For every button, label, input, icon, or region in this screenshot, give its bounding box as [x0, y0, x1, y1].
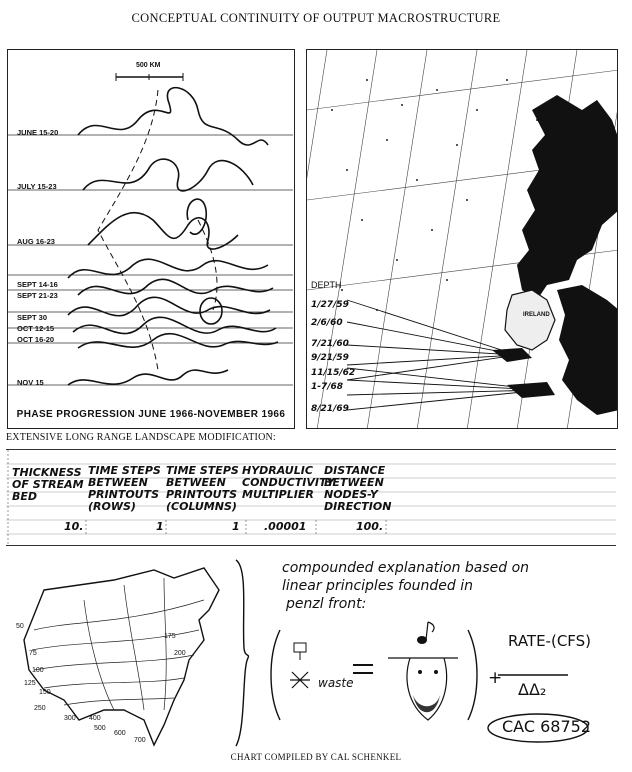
plus-sign: + — [488, 668, 503, 688]
form-label: TIME STEPS — [166, 464, 239, 477]
phase-date: OCT 16-20 — [17, 335, 55, 344]
code-label: CAC 68752 — [502, 717, 591, 736]
note-line: compounded explanation based on — [282, 560, 530, 576]
contour-label: 700 — [134, 737, 146, 744]
phase-date: NOV 15 — [17, 378, 44, 387]
depth-date: 8/21/69 — [311, 404, 349, 414]
form-column-conductivity — [242, 465, 334, 501]
form-column-rows — [88, 465, 161, 513]
us-contour-map — [4, 560, 234, 750]
form-label: BETWEEN — [166, 476, 226, 489]
distance-value: 100. — [356, 520, 384, 533]
depth-label: DEPTH — [311, 280, 342, 290]
rows-value: 1 — [156, 520, 164, 533]
conductivity-value: .00001 — [264, 520, 307, 533]
contour-label: 200 — [174, 650, 186, 657]
phase-date: OCT 12-15 — [17, 324, 55, 333]
form-label: PRINTOUTS — [88, 488, 160, 501]
contour-label: 500 — [94, 725, 106, 732]
depth-date: 2/6/60 — [311, 318, 343, 328]
form-label: (COLUMNS) — [166, 500, 237, 513]
ocean-depth-map — [306, 49, 618, 429]
form-column-columns — [166, 465, 239, 513]
contour-label: 75 — [29, 650, 37, 657]
form-label: MULTIPLIER — [242, 488, 314, 501]
contour-label: 150 — [39, 689, 51, 696]
form-label: DIRECTION — [324, 500, 392, 513]
form-label: TIME STEPS — [88, 464, 161, 477]
brace-mark — [232, 558, 252, 748]
form-label: BETWEEN — [88, 476, 148, 489]
thickness-value: 10. — [64, 520, 84, 533]
phase-date: JUNE 15-20 — [17, 128, 59, 137]
depth-date: 9/21/59 — [311, 353, 349, 363]
page-title: CONCEPTUAL CONTINUITY OF OUTPUT MACROSTRUCTURE — [131, 11, 501, 25]
form-label: HYDRAULIC — [242, 464, 313, 477]
phase-date: SEPT 14-16 — [17, 280, 58, 289]
phase-date: SEPT 21-23 — [17, 291, 58, 300]
delta-label: ΔΔ₂ — [518, 680, 547, 699]
phase-date: AUG 16-23 — [17, 237, 55, 246]
phase-progression-map — [7, 49, 295, 429]
scale-label: 500 KM — [136, 62, 161, 69]
form-label: NODES-Y — [324, 488, 378, 501]
note-line: penzl front: — [286, 596, 367, 612]
form-label: THICKNESS — [12, 466, 82, 479]
form-label: CONDUCTIVITY — [242, 476, 335, 489]
contour-label: 300 — [64, 715, 76, 722]
form-label: BETWEEN — [324, 476, 384, 489]
contour-label: 250 — [34, 705, 46, 712]
section-heading: EXTENSIVE LONG RANGE LANDSCAPE MODIFICATION: — [6, 432, 276, 443]
region-label: IRELAND — [523, 312, 550, 318]
form-label: BED — [12, 490, 38, 503]
form-column-distance — [324, 465, 391, 513]
contour-label: 600 — [114, 730, 126, 737]
note-line: linear principles founded in — [282, 578, 474, 594]
form-label: DISTANCE — [324, 464, 386, 477]
depth-date: 1/27/59 — [311, 300, 349, 310]
contour-label: 125 — [24, 680, 36, 687]
contour-label: 100 — [32, 667, 44, 674]
phase-date: JULY 15-23 — [17, 182, 57, 191]
form-column-thickness — [12, 467, 84, 503]
credit-line: CHART COMPILED BY CAL SCHENKEL — [230, 752, 402, 762]
form-label: OF STREAM — [12, 478, 84, 491]
form-label: (ROWS) — [88, 500, 136, 513]
rate-label: RATE-(CFS) — [508, 632, 592, 650]
contour-label: 175 — [164, 633, 176, 640]
contour-label: 400 — [89, 715, 101, 722]
depth-date: 1-7/68 — [311, 382, 344, 392]
phase-caption: PHASE PROGRESSION JUNE 1966-NOVEMBER 1966 — [16, 409, 286, 420]
depth-date: 7/21/60 — [311, 339, 349, 349]
form-label: PRINTOUTS — [166, 488, 238, 501]
depth-date: 11/15/62 — [311, 368, 356, 378]
columns-value: 1 — [232, 520, 240, 533]
phase-date: SEPT 30 — [17, 313, 48, 322]
parameter-form — [6, 449, 616, 546]
waste-label: waste — [318, 676, 354, 690]
contour-label: 50 — [16, 623, 24, 630]
